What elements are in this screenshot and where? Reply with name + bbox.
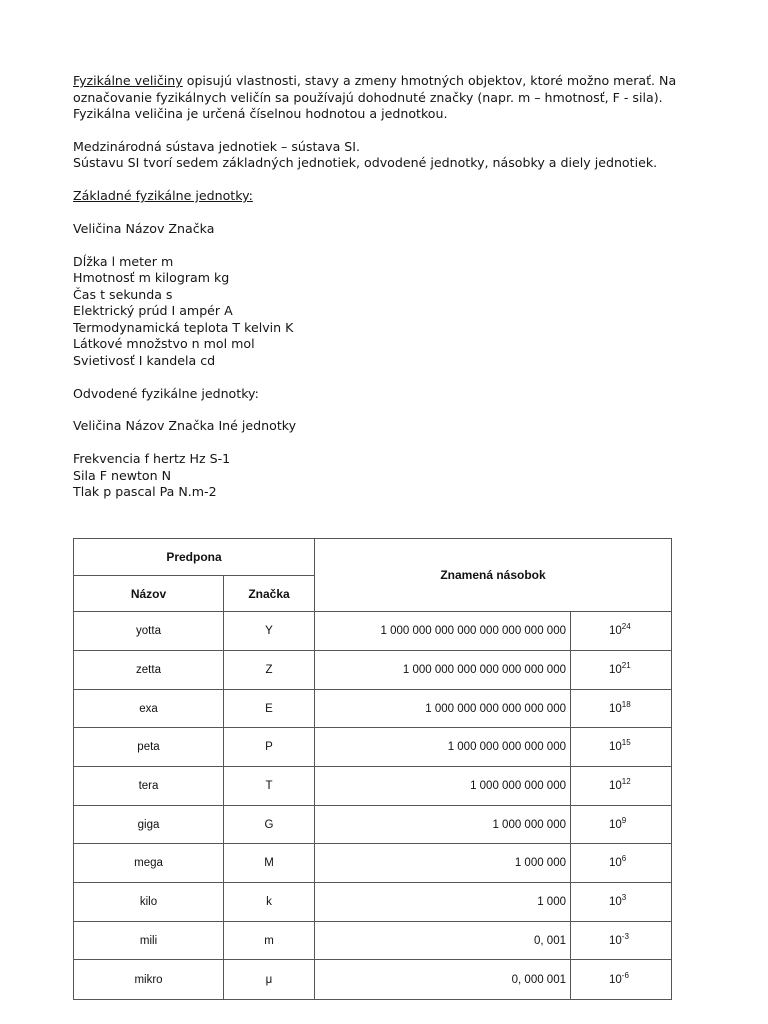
basic-units-heading: Základné fyzikálne jednotky: xyxy=(73,188,253,203)
prefix-power xyxy=(571,612,672,651)
prefix-name: yotta xyxy=(74,612,224,651)
power-exponent: 24 xyxy=(621,622,631,631)
table-row xyxy=(74,728,672,767)
prefix-header: Predpona xyxy=(74,539,315,576)
power-base: 10 xyxy=(609,934,622,947)
prefix-symbol: G xyxy=(224,806,315,844)
prefix-name: zetta xyxy=(74,651,224,690)
power-exponent: 21 xyxy=(621,661,631,670)
prefix-table xyxy=(73,538,672,1000)
derived-unit-row: Sila F newton N xyxy=(73,468,172,483)
prefix-name: exa xyxy=(74,690,224,728)
basic-unit-row: Svietivosť I kandela cd xyxy=(73,353,216,368)
prefix-symbol: E xyxy=(224,690,315,728)
power-exponent: -6 xyxy=(621,970,629,980)
basic-unit-row: Elektrický prúd I ampér A xyxy=(73,303,233,318)
si-line-2: Sústavu SI tvorí sedem základných jednotiek, odvodené jednotky, násobky a diely jednotiek. xyxy=(73,155,658,170)
prefix-name: kilo xyxy=(74,883,224,922)
prefix-symbol: k xyxy=(224,883,315,922)
prefix-symbol: P xyxy=(224,728,315,767)
prefix-power xyxy=(571,767,672,806)
table-row xyxy=(74,806,672,844)
power-exponent: 15 xyxy=(621,738,631,747)
power-base: 10 xyxy=(609,664,622,676)
power-exponent: 3 xyxy=(621,893,627,902)
multiple-header: Znamená násobok xyxy=(315,539,672,612)
prefix-symbol: Z xyxy=(224,651,315,690)
power-base: 10 xyxy=(609,973,622,986)
table-row xyxy=(74,767,672,806)
basic-unit-row: Čas t sekunda s xyxy=(73,287,173,302)
table-row xyxy=(74,690,672,728)
prefix-value: 1 000 xyxy=(315,883,571,922)
basic-unit-row: Termodynamická teplota T kelvin K xyxy=(73,320,294,335)
prefix-table-container xyxy=(73,538,671,1000)
prefix-symbol: μ xyxy=(224,960,315,1000)
prefix-value: 1 000 000 xyxy=(315,844,571,883)
prefix-value: 1 000 000 000 000 000 000 000 xyxy=(315,651,571,690)
derived-unit-row: Tlak p pascal Pa N.m-2 xyxy=(73,484,217,499)
power-base: 10 xyxy=(609,625,622,637)
power-base: 10 xyxy=(609,741,622,753)
prefix-name: tera xyxy=(74,767,224,806)
power-base: 10 xyxy=(609,896,622,908)
derived-unit-row: Frekvencia f hertz Hz S-1 xyxy=(73,451,231,466)
prefix-power xyxy=(571,806,672,844)
power-exponent: 6 xyxy=(621,854,627,863)
prefix-power xyxy=(571,883,672,922)
prefix-name: giga xyxy=(74,806,224,844)
table-row xyxy=(74,651,672,690)
prefix-symbol: T xyxy=(224,767,315,806)
power-base: 10 xyxy=(609,818,622,831)
basic-unit-row: Hmotnosť m kilogram kg xyxy=(73,270,230,285)
table-row xyxy=(74,922,672,960)
intro-line-3: Fyzikálna veličina je určená číselnou hodnotou a jednotkou. xyxy=(73,106,448,121)
table-row xyxy=(74,960,672,1000)
power-base: 10 xyxy=(609,780,622,792)
intro-line-1-rest: opisujú vlastnosti, stavy a zmeny hmotných objektov, ktoré možno merať. Na xyxy=(182,73,677,88)
derived-units-header-row: Veličina Názov Značka Iné jednotky xyxy=(73,418,297,433)
prefix-value: 0, 001 xyxy=(315,922,571,960)
basic-units-header-row: Veličina Názov Značka xyxy=(73,221,215,236)
prefix-value: 1 000 000 000 000 000 xyxy=(315,728,571,767)
prefix-name: mili xyxy=(74,922,224,960)
prefix-name: mikro xyxy=(74,960,224,1000)
name-column-header: Názov xyxy=(74,576,224,612)
power-exponent: -3 xyxy=(621,931,629,941)
prefix-power xyxy=(571,690,672,728)
table-row xyxy=(74,883,672,922)
prefix-power xyxy=(571,922,672,960)
prefix-power xyxy=(571,844,672,883)
prefix-symbol: m xyxy=(224,922,315,960)
prefix-power xyxy=(571,651,672,690)
prefix-power xyxy=(571,728,672,767)
si-line-1: Medzinárodná sústava jednotiek – sústava SI. xyxy=(73,139,361,154)
prefix-power xyxy=(571,960,672,1000)
prefix-value: 1 000 000 000 xyxy=(315,806,571,844)
basic-unit-row: Dĺžka l meter m xyxy=(73,254,174,269)
prefix-symbol: Y xyxy=(224,612,315,651)
prefix-symbol: M xyxy=(224,844,315,883)
basic-unit-row: Látkové množstvo n mol mol xyxy=(73,336,255,351)
prefix-name: peta xyxy=(74,728,224,767)
power-exponent: 12 xyxy=(621,777,631,786)
power-exponent: 9 xyxy=(621,815,627,825)
intro-line-1 xyxy=(73,73,676,89)
prefix-value: 1 000 000 000 000 000 000 xyxy=(315,690,571,728)
power-base: 10 xyxy=(609,857,622,869)
prefix-value: 0, 000 001 xyxy=(315,960,571,1000)
prefix-value: 1 000 000 000 000 000 000 000 000 xyxy=(315,612,571,651)
prefix-value: 1 000 000 000 000 xyxy=(315,767,571,806)
power-base: 10 xyxy=(609,702,622,715)
power-exponent: 18 xyxy=(621,699,631,709)
table-row xyxy=(74,612,672,651)
derived-units-heading: Odvodené fyzikálne jednotky: xyxy=(73,386,259,401)
table-row xyxy=(74,844,672,883)
intro-link-term[interactable]: Fyzikálne veličiny xyxy=(73,73,183,88)
prefix-name: mega xyxy=(74,844,224,883)
intro-line-2: označovanie fyzikálnych veličín sa používajú dohodnuté značky (napr. m – hmotnosť, F - sila). xyxy=(73,90,663,105)
symbol-column-header: Značka xyxy=(224,576,315,612)
